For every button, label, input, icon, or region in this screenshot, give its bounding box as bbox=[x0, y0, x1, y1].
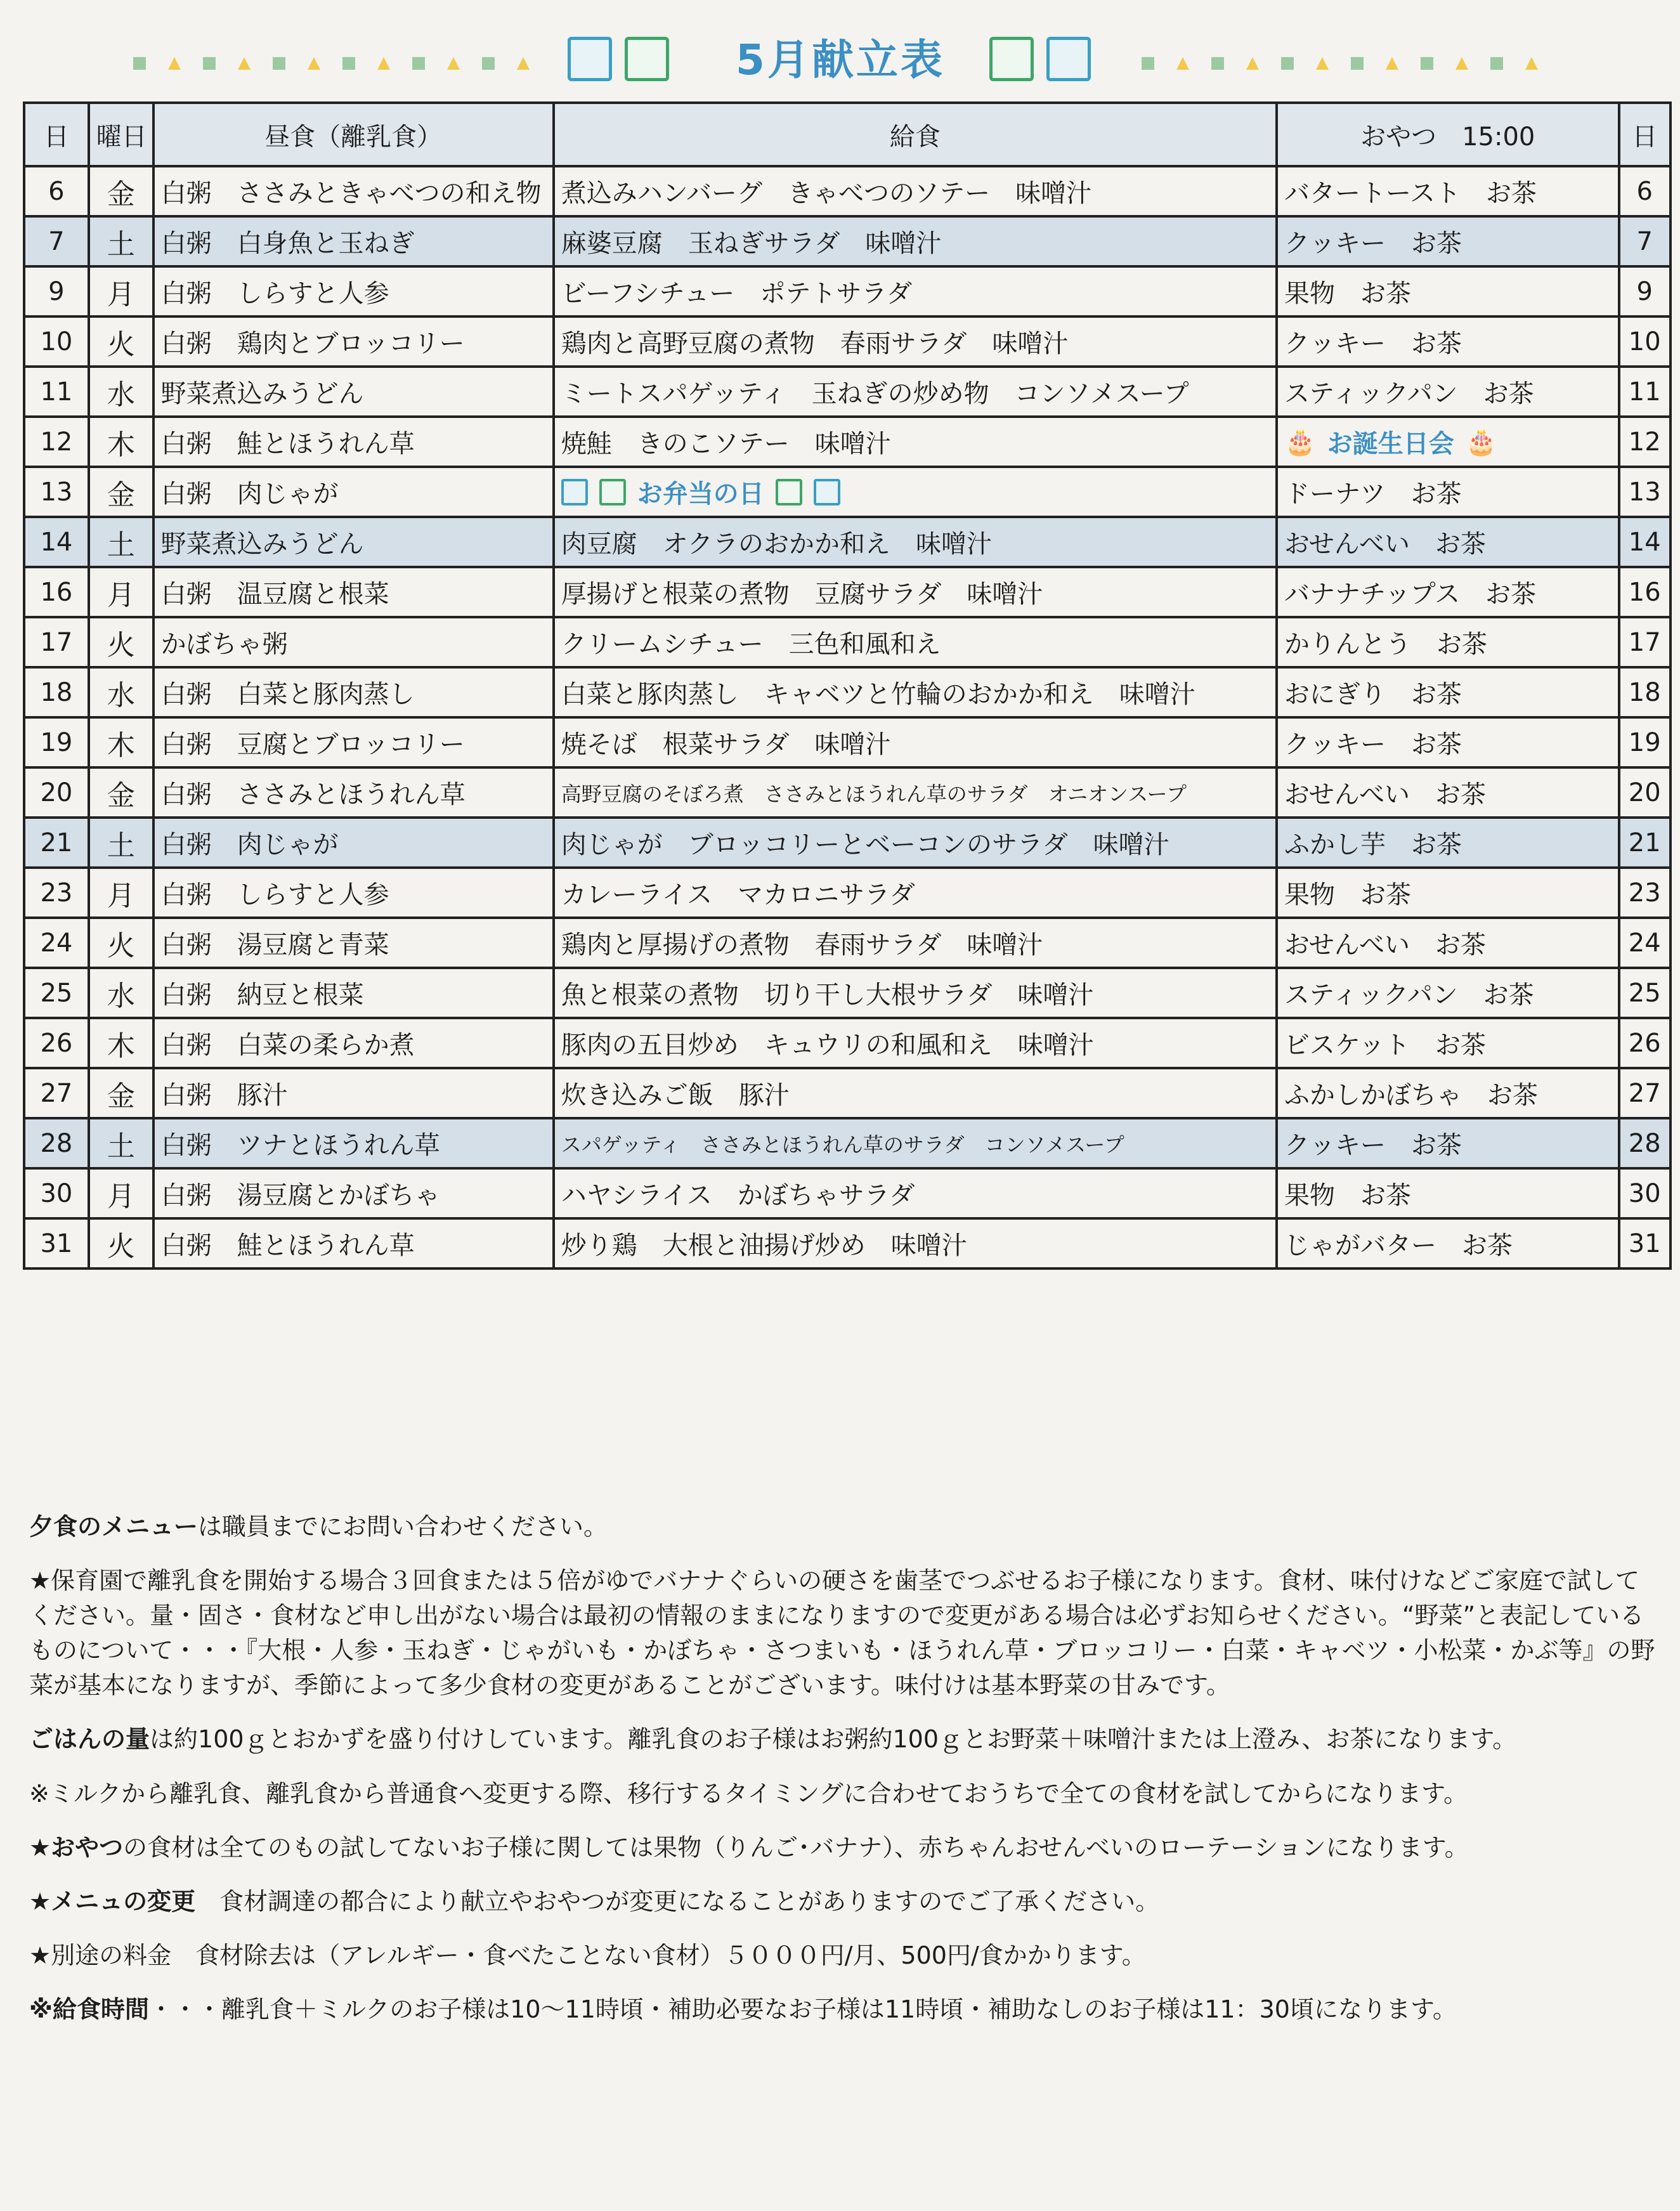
snack-cell: おせんべい お茶 bbox=[1277, 767, 1619, 818]
day-cell: 26 bbox=[24, 1018, 89, 1068]
table-row bbox=[24, 968, 1670, 1018]
table-header-row bbox=[24, 103, 1670, 166]
weekday-cell: 水 bbox=[89, 667, 153, 717]
meal-cell: 鶏肉と高野豆腐の煮物 春雨サラダ 味噌汁 bbox=[554, 316, 1277, 367]
day-cell: 7 bbox=[24, 216, 89, 266]
snack-cell: おせんべい お茶 bbox=[1277, 918, 1619, 968]
decorative-border-right bbox=[1142, 51, 1560, 76]
weekday-cell: 金 bbox=[89, 166, 153, 216]
header-day-right: 日 bbox=[1619, 103, 1670, 166]
weekday-cell: 火 bbox=[89, 316, 153, 367]
snack-cell: おにぎり お茶 bbox=[1277, 667, 1619, 717]
meal-cell: 厚揚げと根菜の煮物 豆腐サラダ 味噌汁 bbox=[554, 567, 1277, 617]
note-text: 別途の料金 食材除去は（アレルギー・食べたことない食材）５０００円/月、500円/食かかります。 bbox=[51, 1941, 1146, 1969]
note-text: は約100ｇとおかずを盛り付けしています。離乳食のお子様はお粥約100ｇとお野菜＋味噌汁または上澄み、お茶になります。 bbox=[150, 1725, 1517, 1754]
notes-section bbox=[29, 1510, 1659, 2046]
snack-cell: かりんとう お茶 bbox=[1277, 617, 1619, 667]
weekday-cell: 月 bbox=[89, 266, 153, 316]
day-cell: 30 bbox=[24, 1168, 89, 1218]
day-cell: 21 bbox=[24, 818, 89, 868]
note-text: ・・・離乳食＋ミルクのお子様は10～11時頃・補助必要なお子様は11時頃・補助なしのお子様は11：30頃になります。 bbox=[148, 1995, 1457, 2023]
decorative-border-left bbox=[133, 51, 552, 76]
weekday-cell: 木 bbox=[89, 417, 153, 467]
table-row bbox=[24, 767, 1670, 818]
day-cell-right: 23 bbox=[1619, 868, 1670, 918]
snack-cell: スティックパン お茶 bbox=[1277, 968, 1619, 1018]
table-row bbox=[24, 1118, 1670, 1168]
day-cell-right: 6 bbox=[1619, 166, 1670, 216]
snack-cell: 果物 お茶 bbox=[1277, 266, 1619, 316]
snack-cell: スティックパン お茶 bbox=[1277, 367, 1619, 417]
lunch-cell: 白粥 鶏肉とブロッコリー bbox=[153, 316, 554, 367]
weekday-cell: 土 bbox=[89, 216, 153, 266]
day-cell-right: 30 bbox=[1619, 1168, 1670, 1218]
table-row bbox=[24, 617, 1670, 667]
note-paragraph bbox=[29, 1992, 1659, 2027]
badge-group-right bbox=[989, 37, 1091, 81]
table-row bbox=[24, 266, 1670, 316]
special-snack-label: お誕生日会 bbox=[1327, 429, 1454, 459]
meal-cell: スパゲッティ ささみとほうれん草のサラダ コンソメスープ bbox=[554, 1118, 1277, 1168]
meal-cell: 高野豆腐のそぼろ煮 ささみとほうれん草のサラダ オニオンスープ bbox=[554, 767, 1277, 818]
note-emphasis: ★メニュの変更 bbox=[29, 1887, 196, 1915]
table-row bbox=[24, 717, 1670, 767]
table-row bbox=[24, 166, 1670, 216]
day-cell: 13 bbox=[24, 467, 89, 517]
weekday-cell: 水 bbox=[89, 367, 153, 417]
lunch-cell: 白粥 ささみときゃべつの和え物 bbox=[153, 166, 554, 216]
day-cell-right: 26 bbox=[1619, 1018, 1670, 1068]
lunch-cell: 白粥 豚汁 bbox=[153, 1068, 554, 1118]
meal-cell: 焼そば 根菜サラダ 味噌汁 bbox=[554, 717, 1277, 767]
meal-cell: カレーライス マカロニサラダ bbox=[554, 868, 1277, 918]
meal-cell: ビーフシチュー ポテトサラダ bbox=[554, 266, 1277, 316]
table-row bbox=[24, 467, 1670, 517]
weekday-cell: 木 bbox=[89, 717, 153, 767]
weekday-cell: 金 bbox=[89, 1068, 153, 1118]
meal-cell: ハヤシライス かぼちゃサラダ bbox=[554, 1168, 1277, 1218]
special-meal-label: お弁当の日 bbox=[637, 479, 764, 509]
table-row bbox=[24, 417, 1670, 467]
day-cell-right: 27 bbox=[1619, 1068, 1670, 1118]
lunch-cell: 白粥 ささみとほうれん草 bbox=[153, 767, 554, 818]
day-cell: 16 bbox=[24, 567, 89, 617]
badge-group-left bbox=[568, 37, 669, 81]
note-paragraph bbox=[29, 1830, 1659, 1865]
lunch-cell: 白粥 しらすと人参 bbox=[153, 868, 554, 918]
table-row bbox=[24, 818, 1670, 868]
snack-cell: ふかし芋 お茶 bbox=[1277, 818, 1619, 868]
day-cell: 27 bbox=[24, 1068, 89, 1118]
lunch-cell: 白粥 肉じゃが bbox=[153, 467, 554, 517]
lunchbox-icon bbox=[599, 479, 626, 505]
snack-cell: バナナチップス お茶 bbox=[1277, 567, 1619, 617]
note-emphasis: ごはんの量 bbox=[29, 1725, 150, 1754]
day-cell-right: 16 bbox=[1619, 567, 1670, 617]
table-row bbox=[24, 868, 1670, 918]
day-cell-right: 14 bbox=[1619, 517, 1670, 567]
weekday-cell: 金 bbox=[89, 467, 153, 517]
day-cell-right: 25 bbox=[1619, 968, 1670, 1018]
note-emphasis: ※給食時間 bbox=[29, 1995, 149, 2023]
meal-cell: 焼鮭 きのこソテー 味噌汁 bbox=[554, 417, 1277, 467]
lunch-cell: 野菜煮込みうどん bbox=[153, 517, 554, 567]
lunchbox-icon bbox=[568, 37, 612, 81]
table-row bbox=[24, 918, 1670, 968]
note-emphasis: ★ bbox=[29, 1567, 51, 1595]
note-paragraph bbox=[29, 1938, 1659, 1973]
day-cell: 25 bbox=[24, 968, 89, 1018]
weekday-cell: 木 bbox=[89, 1018, 153, 1068]
lunch-cell: 白粥 肉じゃが bbox=[153, 818, 554, 868]
day-cell-right: 13 bbox=[1619, 467, 1670, 517]
lunchbox-icon bbox=[1046, 37, 1091, 81]
day-cell-right: 12 bbox=[1619, 417, 1670, 467]
page-title: 5月献立表 bbox=[736, 36, 945, 84]
header-day: 日 bbox=[24, 103, 89, 166]
table-row bbox=[24, 667, 1670, 717]
note-emphasis: ★おやつ bbox=[29, 1833, 124, 1862]
weekday-cell: 土 bbox=[89, 1118, 153, 1168]
table-row bbox=[24, 216, 1670, 266]
lunchbox-icon bbox=[625, 37, 669, 81]
snack-cell: ドーナツ お茶 bbox=[1277, 467, 1619, 517]
table-row bbox=[24, 1018, 1670, 1068]
meal-cell: 麻婆豆腐 玉ねぎサラダ 味噌汁 bbox=[554, 216, 1277, 266]
day-cell: 28 bbox=[24, 1118, 89, 1168]
day-cell-right: 28 bbox=[1619, 1118, 1670, 1168]
day-cell: 17 bbox=[24, 617, 89, 667]
weekday-cell: 金 bbox=[89, 767, 153, 818]
day-cell-right: 11 bbox=[1619, 367, 1670, 417]
table-row bbox=[24, 517, 1670, 567]
day-cell: 18 bbox=[24, 667, 89, 717]
snack-cell: クッキー お茶 bbox=[1277, 1118, 1619, 1168]
title-bar bbox=[0, 25, 1680, 95]
snack-cell: おせんべい お茶 bbox=[1277, 517, 1619, 567]
day-cell-right: 9 bbox=[1619, 266, 1670, 316]
lunch-cell: 白粥 鮭とほうれん草 bbox=[153, 417, 554, 467]
day-cell: 9 bbox=[24, 266, 89, 316]
lunch-cell: 白粥 豆腐とブロッコリー bbox=[153, 717, 554, 767]
day-cell: 24 bbox=[24, 918, 89, 968]
snack-cell: じゃがバター お茶 bbox=[1277, 1218, 1619, 1269]
lunch-cell: 白粥 白菜の柔らか煮 bbox=[153, 1018, 554, 1068]
table-row bbox=[24, 367, 1670, 417]
lunch-cell: 野菜煮込みうどん bbox=[153, 367, 554, 417]
snack-cell: クッキー お茶 bbox=[1277, 717, 1619, 767]
note-paragraph bbox=[29, 1722, 1659, 1757]
note-text: の食材は全てのもの試してないお子様に関しては果物（りんご･バナナ）、赤ちゃんおせんべいのローテーションになります。 bbox=[123, 1833, 1469, 1862]
header-lunch: 昼食（離乳食） bbox=[153, 103, 554, 166]
lunchbox-icon bbox=[776, 479, 802, 505]
meal-cell: 白菜と豚肉蒸し キャベツと竹輪のおかか和え 味噌汁 bbox=[554, 667, 1277, 717]
day-cell: 31 bbox=[24, 1218, 89, 1269]
day-cell: 14 bbox=[24, 517, 89, 567]
header-meal: 給食 bbox=[554, 103, 1277, 166]
note-text: は職員までにお問い合わせください。 bbox=[198, 1513, 608, 1541]
day-cell: 11 bbox=[24, 367, 89, 417]
menu-table bbox=[23, 101, 1672, 1270]
note-emphasis: 夕食のメニュー bbox=[29, 1513, 199, 1541]
day-cell: 10 bbox=[24, 316, 89, 367]
lunchbox-icon bbox=[989, 37, 1034, 81]
day-cell: 20 bbox=[24, 767, 89, 818]
day-cell: 23 bbox=[24, 868, 89, 918]
snack-cell bbox=[1277, 417, 1619, 467]
weekday-cell: 月 bbox=[89, 1168, 153, 1218]
day-cell-right: 18 bbox=[1619, 667, 1670, 717]
snack-cell: ビスケット お茶 bbox=[1277, 1018, 1619, 1068]
lunchbox-icon bbox=[814, 479, 840, 505]
cake-icon: 🎂 bbox=[1465, 427, 1497, 457]
snack-cell: クッキー お茶 bbox=[1277, 316, 1619, 367]
snack-cell: バタートースト お茶 bbox=[1277, 166, 1619, 216]
table-row bbox=[24, 1218, 1670, 1269]
day-cell-right: 21 bbox=[1619, 818, 1670, 868]
snack-cell: 果物 お茶 bbox=[1277, 1168, 1619, 1218]
weekday-cell: 月 bbox=[89, 868, 153, 918]
note-text: ※ミルクから離乳食、離乳食から普通食へ変更する際、移行するタイミングに合わせておうちで全ての食材を試してからになります。 bbox=[29, 1779, 1468, 1808]
lunch-cell: かぼちゃ粥 bbox=[153, 617, 554, 667]
day-cell-right: 7 bbox=[1619, 216, 1670, 266]
note-text: 食材調達の都合により献立やおやつが変更になることがありますのでご了承ください。 bbox=[195, 1887, 1160, 1915]
meal-cell: 炊き込みご飯 豚汁 bbox=[554, 1068, 1277, 1118]
weekday-cell: 火 bbox=[89, 1218, 153, 1269]
snack-cell: ふかしかぼちゃ お茶 bbox=[1277, 1068, 1619, 1118]
table-row bbox=[24, 567, 1670, 617]
day-cell: 12 bbox=[24, 417, 89, 467]
meal-cell: クリームシチュー 三色和風和え bbox=[554, 617, 1277, 667]
table-row bbox=[24, 316, 1670, 367]
lunch-cell: 白粥 白菜と豚肉蒸し bbox=[153, 667, 554, 717]
lunchbox-icon bbox=[561, 479, 588, 505]
weekday-cell: 水 bbox=[89, 968, 153, 1018]
meal-cell: 肉じゃが ブロッコリーとベーコンのサラダ 味噌汁 bbox=[554, 818, 1277, 868]
note-paragraph bbox=[29, 1777, 1659, 1811]
day-cell-right: 31 bbox=[1619, 1218, 1670, 1269]
note-paragraph bbox=[29, 1510, 1659, 1544]
table-row bbox=[24, 1168, 1670, 1218]
cake-icon: 🎂 bbox=[1284, 427, 1316, 457]
lunch-cell: 白粥 納豆と根菜 bbox=[153, 968, 554, 1018]
lunch-cell: 白粥 湯豆腐と青菜 bbox=[153, 918, 554, 968]
lunch-cell: 白粥 白身魚と玉ねぎ bbox=[153, 216, 554, 266]
meal-cell: 炒り鶏 大根と油揚げ炒め 味噌汁 bbox=[554, 1218, 1277, 1269]
meal-cell: ミートスパゲッティ 玉ねぎの炒め物 コンソメスープ bbox=[554, 367, 1277, 417]
meal-cell: 魚と根菜の煮物 切り干し大根サラダ 味噌汁 bbox=[554, 968, 1277, 1018]
lunch-cell: 白粥 温豆腐と根菜 bbox=[153, 567, 554, 617]
day-cell: 19 bbox=[24, 717, 89, 767]
weekday-cell: 火 bbox=[89, 918, 153, 968]
snack-cell: クッキー お茶 bbox=[1277, 216, 1619, 266]
lunch-cell: 白粥 鮭とほうれん草 bbox=[153, 1218, 554, 1269]
note-paragraph bbox=[29, 1563, 1659, 1703]
day-cell: 6 bbox=[24, 166, 89, 216]
meal-cell: 鶏肉と厚揚げの煮物 春雨サラダ 味噌汁 bbox=[554, 918, 1277, 968]
weekday-cell: 土 bbox=[89, 517, 153, 567]
header-weekday: 曜日 bbox=[89, 103, 153, 166]
day-cell-right: 10 bbox=[1619, 316, 1670, 367]
note-paragraph bbox=[29, 1884, 1659, 1919]
day-cell-right: 24 bbox=[1619, 918, 1670, 968]
day-cell-right: 17 bbox=[1619, 617, 1670, 667]
lunch-cell: 白粥 しらすと人参 bbox=[153, 266, 554, 316]
table-row bbox=[24, 1068, 1670, 1118]
lunch-cell: 白粥 ツナとほうれん草 bbox=[153, 1118, 554, 1168]
day-cell-right: 19 bbox=[1619, 717, 1670, 767]
note-text: 保育園で離乳食を開始する場合３回食または５倍がゆでバナナぐらいの硬さを歯茎でつぶせるお子様になります。食材、味付けなどご家庭で試してください。量・固さ・食材など申し出がない場合は最初の情報のままになりますので変更がある場合は必ずお知らせください。“野菜”と表記しているものについて・・・『大根・人参・玉ねぎ・じゃがいも・かぼちゃ・さつまいも・ほうれん草・ブロッコリー・白菜・キャベツ・小松菜・かぶ等』の野菜が基本になりますが、季節によって多少食材の変更があることがございます。味付けは基本野菜の甘みです。 bbox=[29, 1567, 1655, 1700]
weekday-cell: 月 bbox=[89, 567, 153, 617]
lunch-cell: 白粥 湯豆腐とかぼちゃ bbox=[153, 1168, 554, 1218]
meal-cell: 豚肉の五目炒め キュウリの和風和え 味噌汁 bbox=[554, 1018, 1277, 1068]
day-cell-right: 20 bbox=[1619, 767, 1670, 818]
weekday-cell: 土 bbox=[89, 818, 153, 868]
menu-body bbox=[24, 166, 1670, 1269]
note-emphasis: ★ bbox=[29, 1941, 51, 1969]
header-snack: おやつ 15:00 bbox=[1277, 103, 1619, 166]
snack-cell: 果物 お茶 bbox=[1277, 868, 1619, 918]
meal-cell: 肉豆腐 オクラのおかか和え 味噌汁 bbox=[554, 517, 1277, 567]
meal-cell: 煮込みハンバーグ きゃべつのソテー 味噌汁 bbox=[554, 166, 1277, 216]
weekday-cell: 火 bbox=[89, 617, 153, 667]
meal-cell bbox=[554, 467, 1277, 517]
